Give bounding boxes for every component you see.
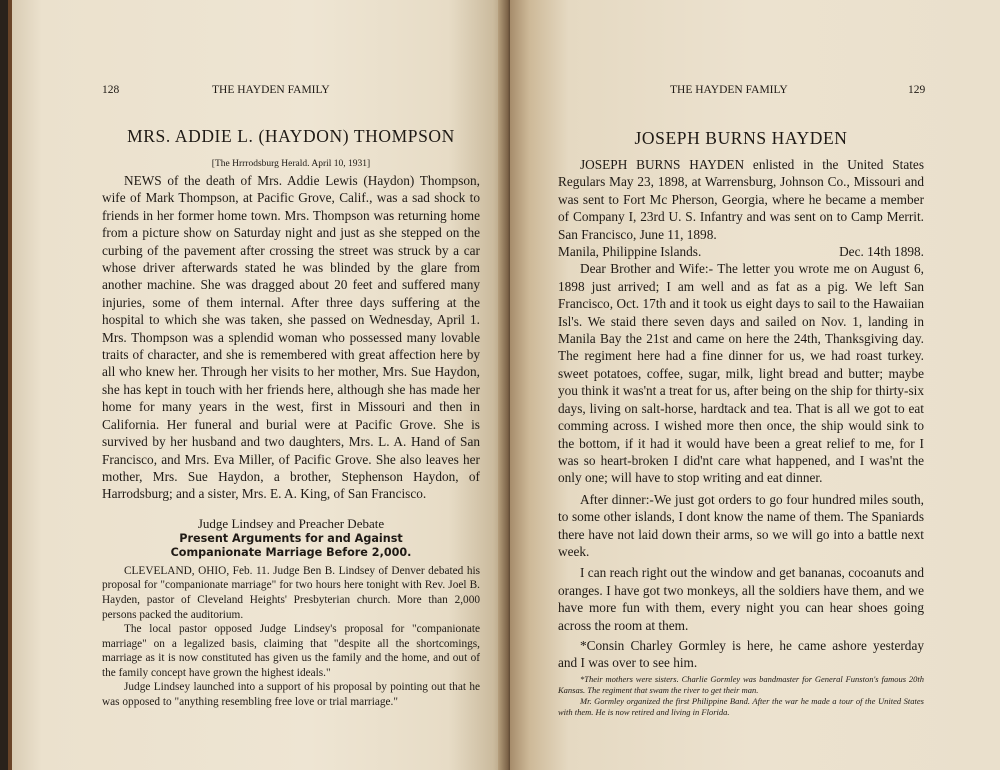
- article-source: [The Hrrrodsburg Herald. April 10, 1931]: [211, 159, 371, 169]
- dateline: [558, 243, 924, 260]
- right-page: [510, 0, 1000, 770]
- letter-paragraph: Dear Brother and Wife:- The letter you wrote me on August 6, 1898 just arrived; I am well and as fat as a pig. We left San Francisco, Oct. 17th and it took us eight days to sail to the Hawaiian Isl's. We staid there seven days and sailed on Nov. 1, landing in Manila Bay the 21st and came on here the 24th, Thanksgiving day. The regiment here had a fine dinner for us, we had roast turkey. sweet potatoes, coffee, sugar, milk, light bread and butter; maybe you think it was'nt a treat for us, after being on the ship for thirty-six days, living on salt-horse, hardtack and tea. That is all we got to eat comming across. I wished more then once, the ship would sink to the bottom, if it had it would have been a great relief to me, for I was so heart-broken I did'nt care what happened, and I was'nt the only one; will have to stop writing and eat dinner.: [558, 261, 924, 486]
- article-body: [102, 172, 480, 710]
- footnote: *Their mothers were sisters. Charlie Gormley was bandmaster for General Funston's famous 20th Kansas. The regiment that swam the river to get their man.: [558, 673, 924, 695]
- left-page: [8, 0, 508, 770]
- page-number: 129: [908, 84, 926, 96]
- letter-paragraph: I can reach right out the window and get bananas, cocoanuts and oranges. I have got two monkeys, all the soldiers have them, and we have more fun with them, every night you can hear shoes going across the room at them.: [558, 565, 924, 633]
- page-number: 128: [102, 84, 120, 96]
- dateline-date: Dec. 14th 1898.: [839, 244, 924, 260]
- debate-paragraph: The local pastor opposed Judge Lindsey's proposal for "companionate marriage" on a legalized basis, claiming that "despite all the shortcomings, marriage as it is now constituted has given us the family and the home, and out of the family concept have grown the highest ideals.": [102, 623, 480, 679]
- debate-paragraph: Judge Lindsey launched into a support of his proposal by pointing out that he was opposed to "anything resembling free love or trial marriage.": [102, 681, 480, 709]
- article-title: MRS. ADDIE L. (HAYDON) THOMPSON: [127, 126, 455, 146]
- running-head: THE HAYDEN FAMILY: [212, 84, 330, 96]
- letter-paragraph: After dinner:-We just got orders to go four hundred miles south, to some other islands, I dont know the name of them. The Spaniards there have not laid down their arms, so we will go into a battle next week.: [558, 491, 924, 559]
- letter-body: [558, 156, 924, 718]
- footnote: Mr. Gormley organized the first Philippine Band. After the war he made a tour of the United States with them. He is now retired and living in Florida.: [558, 695, 924, 717]
- letter-paragraph: *Consin Charley Gormley is here, he came ashore yesterday and I was over to see him.: [558, 637, 924, 671]
- article-paragraph: NEWS of the death of Mrs. Addie Lewis (Haydon) Thompson, wife of Mark Thompson, at Pacific Grove, Calif., was a sad shock to friends in her former home town. Mrs. Thompson was returning home from a picture show on Saturday night and just as she stepped on the curbing of the pavement after crossing the street was struck by a car whose driver afterwards stated he was blinded by the glare from another machine. She was dragged about 20 feet and suffered many injuries, some of them internal. After three days suffering at the hospital to which she was taken, she passed on Wednesday, April 1. Mrs. Thompson was a splendid woman who possessed many lovable traits of character, and she is remembered with great affection here by all who knew her. Through her visits to her mother, Mrs. Sue Haydon, she has kept in touch with her friends here, although she has made her home for many years in the west, first in Missouri and then in California. Her funeral and burial were at Pacific Grove. She is survived by her husband and two daughters, Mrs. L. A. Hand of San Francisco, and Mrs. Eva Miller, of Pacific Grove. She also leaves her mother, Mrs. Sue Haydon, a brother, Stephenson Haydon, of Harrodsburg; and a sister, Mrs. E. A. King, of San Francisco.: [102, 173, 480, 502]
- running-head: THE HAYDEN FAMILY: [670, 84, 788, 96]
- article-title: JOSEPH BURNS HAYDEN: [634, 128, 848, 148]
- dateline-place: Manila, Philippine Islands.: [558, 244, 702, 260]
- debate-heading: Judge Lindsey and Preacher Debate: [197, 515, 385, 531]
- debate-subheading: Present Arguments for and Against Companionate Marriage Before 2,000.: [170, 531, 412, 559]
- debate-paragraph: CLEVELAND, OHIO, Feb. 11. Judge Ben B. Lindsey of Denver debated his proposal for "companionate marriage" for two hours here tonight with Rev. Joel B. Hayden, pastor of Cleveland Heights' Presbyterian church. More than 2,000 persons packed the auditorium.: [102, 564, 480, 621]
- intro-paragraph: JOSEPH BURNS HAYDEN enlisted in the United States Regulars May 23, 1898, at Warrensburg, Johnson Co., Missouri and was sent to Fort Mc Pherson, Georgia, where he became a member of Company I, 23rd U. S. Infantry and was sent on to Camp Merrit. San Francisco, June 11, 1898.: [558, 157, 924, 242]
